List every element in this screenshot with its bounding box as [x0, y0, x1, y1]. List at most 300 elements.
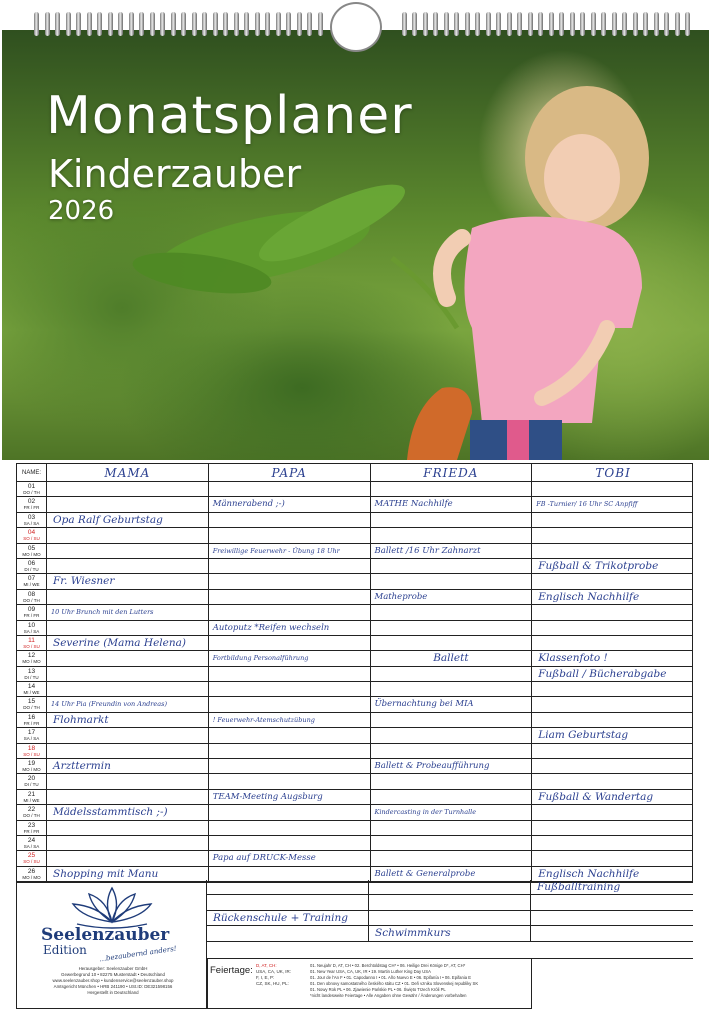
entry-frieda: Matheprobe	[371, 590, 533, 604]
binding-ring	[591, 12, 596, 36]
entry-mama: Mädelsstammtisch ;-)	[47, 805, 209, 819]
day-number: 09	[27, 606, 36, 614]
entry-mama: Arzttermin	[47, 759, 209, 773]
day-number: 14	[27, 683, 36, 691]
day-number: 05	[27, 544, 36, 552]
day-cell	[17, 528, 47, 542]
binding-ring	[76, 12, 81, 36]
day-cell	[17, 836, 47, 850]
entry-frieda	[371, 621, 533, 635]
entry-tobi: Englisch Nachhilfe	[538, 590, 640, 603]
day-of-week: MI / WE	[23, 690, 40, 696]
entry-papa	[209, 667, 371, 681]
day-of-week: SO / SU	[23, 859, 40, 865]
binding-ring	[664, 12, 669, 36]
day-cell	[17, 728, 47, 742]
day-row	[17, 544, 692, 559]
entry-papa	[209, 528, 371, 542]
binding-ring	[234, 12, 239, 36]
calendar-subtitle: Kinderzauber	[48, 152, 302, 196]
day-row	[17, 621, 692, 636]
day-row	[17, 574, 692, 589]
girl-arm-left	[442, 238, 462, 298]
entry-frieda	[371, 528, 533, 542]
day-number: 24	[27, 836, 36, 844]
binding-ring	[181, 12, 186, 36]
binding-ring	[654, 12, 659, 36]
entry-papa	[209, 482, 371, 496]
binding-ring	[318, 12, 323, 36]
planner-header-row	[17, 464, 692, 482]
day-number: 15	[27, 698, 36, 706]
day-of-week: FR / FR	[23, 505, 40, 511]
day-row	[17, 513, 692, 528]
binding-ring	[276, 12, 281, 36]
entry-frieda: Übernachtung bei MIA	[371, 697, 533, 711]
day-cell	[17, 774, 47, 788]
entry-mama	[47, 544, 209, 558]
brand-name: Seelenzauber	[41, 925, 170, 945]
entry-papa: Fortbildung Personalführung	[209, 651, 371, 665]
binding-ring	[570, 12, 575, 36]
day-cell	[17, 590, 47, 604]
entry-papa	[209, 513, 371, 527]
extra-row	[207, 895, 693, 910]
entry-mama: Opa Ralf Geburtstag	[47, 513, 209, 527]
extra-entry	[531, 911, 693, 925]
binding-ring	[139, 12, 144, 36]
calendar-year: 2026	[48, 196, 115, 226]
day-row	[17, 651, 692, 666]
binding-ring	[685, 12, 690, 36]
binding-ring	[507, 12, 512, 36]
binding-ring	[622, 12, 627, 36]
entry-mama: Fr. Wiesner	[47, 574, 209, 588]
day-cell	[17, 851, 47, 865]
binding-ring	[633, 12, 638, 36]
binding-ring	[87, 12, 92, 36]
entry-papa: Autoputz *Reifen wechseln	[209, 621, 371, 635]
entry-tobi	[532, 636, 694, 650]
entry-frieda	[371, 774, 533, 788]
day-cell	[17, 867, 47, 881]
day-number: 19	[27, 760, 36, 768]
entry-mama	[47, 682, 209, 696]
day-cell	[17, 559, 47, 573]
day-number: 03	[27, 513, 36, 521]
lotus-logo-icon	[17, 882, 208, 930]
entry-mama	[47, 528, 209, 542]
day-of-week: SA / SA	[23, 520, 40, 526]
entry-tobi	[532, 836, 694, 850]
imprint-line: Amtsgericht München • HRB 241190 • USt.ID: DE321598156	[53, 984, 173, 989]
extra-entry: Rückenschule + Training	[207, 911, 369, 925]
holiday-line: 01. New Year USA, CA, UK, IR • 19. Martin Luther King Day USA	[310, 969, 431, 974]
day-cell	[17, 497, 47, 511]
day-of-week: DI / TU	[24, 674, 39, 680]
day-cell	[17, 544, 47, 558]
column-header-tobi: TOBI	[595, 466, 631, 480]
extra-entry	[369, 895, 531, 909]
day-number: 26	[27, 867, 36, 875]
entry-tobi	[532, 821, 694, 835]
entry-tobi	[532, 482, 694, 496]
entry-frieda	[371, 836, 533, 850]
binding-ring	[402, 12, 407, 36]
entry-tobi	[532, 544, 694, 558]
day-cell	[17, 513, 47, 527]
imprint-line: Gewerbegrund 10 • 82275 Musterstadt • Deutschland	[61, 972, 165, 977]
planner-grid	[16, 463, 693, 883]
day-row	[17, 836, 692, 851]
day-row	[17, 482, 692, 497]
binding-ring	[643, 12, 648, 36]
entry-mama	[47, 836, 209, 850]
entry-frieda	[371, 574, 533, 588]
entry-papa	[209, 697, 371, 711]
entry-frieda: Ballett & Generalprobe	[371, 867, 533, 881]
entry-tobi	[532, 605, 694, 619]
binding-ring	[286, 12, 291, 36]
binding-ring	[454, 12, 459, 36]
name-label: NAME:	[17, 464, 47, 481]
entry-frieda: MATHE Nachhilfe	[371, 497, 533, 511]
binding-ring	[517, 12, 522, 36]
brand-tagline: ...bezaubernd anders!	[98, 944, 178, 964]
day-number: 17	[27, 729, 36, 737]
day-row	[17, 590, 692, 605]
binding-ring	[423, 12, 428, 36]
entry-papa	[209, 590, 371, 604]
day-of-week: FR / FR	[23, 613, 40, 619]
binding-ring	[444, 12, 449, 36]
entry-frieda	[371, 790, 533, 804]
day-number: 10	[27, 621, 36, 629]
imprint-line: Hergestellt in Deutschland	[87, 990, 139, 995]
entry-frieda	[371, 744, 533, 758]
day-of-week: MI / WE	[23, 797, 40, 803]
day-number: 02	[27, 498, 36, 506]
entry-mama	[47, 774, 209, 788]
day-number: 01	[27, 483, 36, 490]
binding-ring	[160, 12, 165, 36]
holiday-list	[310, 963, 530, 999]
day-cell	[17, 482, 47, 496]
day-number: 06	[27, 559, 36, 567]
day-row	[17, 682, 692, 697]
extra-entry	[369, 880, 531, 894]
entry-tobi	[532, 713, 694, 727]
day-number: 22	[27, 806, 36, 814]
binding-ring	[496, 12, 501, 36]
day-row	[17, 759, 692, 774]
hanging-hole	[330, 2, 382, 52]
day-number: 07	[27, 575, 36, 583]
column-header-mama: MAMA	[47, 464, 209, 481]
day-number: 12	[27, 652, 36, 660]
day-row	[17, 851, 692, 866]
day-number: 23	[27, 821, 36, 829]
day-of-week: FR / FR	[23, 828, 40, 834]
day-row	[17, 774, 692, 789]
day-cell	[17, 605, 47, 619]
entry-tobi: Fußball & Wandertag	[538, 790, 654, 803]
day-cell	[17, 636, 47, 650]
entry-mama	[47, 821, 209, 835]
binding-ring	[213, 12, 218, 36]
column-header-frieda: FRIEDA	[371, 464, 533, 481]
day-cell	[17, 682, 47, 696]
day-of-week: FR / FR	[23, 720, 40, 726]
holiday-line: *nicht landesweite Feiertage • Alle Angaben ohne Gewähr / Änderungen vorbehalten	[310, 993, 467, 998]
day-row	[17, 744, 692, 759]
entry-frieda: Kindercasting in der Turnhalle	[371, 805, 533, 819]
holiday-line: 01. Nowy Rok PL • 06. Zjawienie Pańskie PL • 06. Święto Trzech Króli PL	[310, 987, 446, 992]
day-number: 25	[27, 852, 36, 860]
binding-ring	[307, 12, 312, 36]
entry-tobi: FB -Turnier/ 16 Uhr SC Anpfiff	[536, 500, 638, 509]
day-number: 13	[27, 667, 36, 675]
entry-tobi	[532, 744, 694, 758]
day-row	[17, 821, 692, 836]
holiday-line: 01. Neujahr D, AT, CH • 02. Berchtoldstag CH* • 06. Heilige Drei Könige D*, AT, CH*	[310, 963, 466, 968]
entry-papa	[209, 836, 371, 850]
entry-tobi: Klassenfoto !	[538, 652, 608, 665]
binding-ring	[433, 12, 438, 36]
entry-tobi	[532, 574, 694, 588]
day-number: 11	[28, 636, 35, 644]
binding-ring	[45, 12, 50, 36]
extra-entry	[369, 911, 531, 925]
extra-row	[207, 880, 693, 895]
binding-ring	[192, 12, 197, 36]
day-cell	[17, 821, 47, 835]
binding-ring	[612, 12, 617, 36]
day-cell	[17, 697, 47, 711]
entry-tobi	[532, 759, 694, 773]
holiday-line: 01. Jour de l'An F • 01. Capodanno I • 01. Año Nuevo E • 06. Epifanía I • 06. Epifania E	[310, 975, 472, 980]
entry-frieda	[371, 821, 533, 835]
binding-ring	[675, 12, 680, 36]
binding-ring	[150, 12, 155, 36]
day-number: 16	[27, 713, 36, 721]
binding-ring	[129, 12, 134, 36]
extra-entry: Fußballtraining	[537, 881, 621, 893]
imprint-text	[23, 966, 203, 996]
day-row	[17, 713, 692, 728]
day-number: 04	[27, 529, 36, 537]
day-row	[17, 805, 692, 820]
binding-ring	[118, 12, 123, 36]
binding-ring	[171, 12, 176, 36]
holiday-line: 01. Den obnovy samostatného českého státu CZ • 01. Deň vzniku Slovenskej republiky SK	[310, 981, 479, 986]
entry-frieda	[371, 667, 533, 681]
entry-papa: Freiwillige Feuerwehr - Übung 18 Uhr	[209, 544, 371, 558]
entry-mama	[47, 728, 209, 742]
entry-tobi	[532, 682, 694, 696]
entry-tobi	[532, 621, 694, 635]
planner-rows	[17, 482, 692, 882]
entry-papa	[209, 774, 371, 788]
day-of-week: MI / WE	[23, 582, 40, 588]
binding-ring	[601, 12, 606, 36]
day-row	[17, 697, 692, 712]
binding-ring	[34, 12, 39, 36]
binding-ring	[108, 12, 113, 36]
entry-mama	[47, 851, 209, 865]
binding-ring	[265, 12, 270, 36]
day-of-week: MO / MO	[22, 874, 41, 880]
day-of-week: DI / TU	[24, 782, 39, 788]
entry-mama	[47, 482, 209, 496]
day-row	[17, 728, 692, 743]
entry-papa	[209, 867, 371, 881]
entry-tobi	[532, 528, 694, 542]
entry-papa	[209, 805, 371, 819]
binding-ring	[223, 12, 228, 36]
entry-frieda	[371, 851, 533, 865]
day-cell	[17, 574, 47, 588]
day-of-week: DO / TH	[23, 597, 40, 603]
entry-tobi	[532, 774, 694, 788]
binding-ring	[465, 12, 470, 36]
day-cell	[17, 759, 47, 773]
binding-ring	[297, 12, 302, 36]
binding-ring	[549, 12, 554, 36]
entry-papa	[209, 744, 371, 758]
entry-mama	[47, 621, 209, 635]
extra-row	[207, 926, 693, 941]
publisher-box	[16, 880, 207, 1009]
holidays-box	[207, 958, 532, 1009]
entry-frieda	[371, 713, 533, 727]
day-cell	[17, 713, 47, 727]
binding-ring	[538, 12, 543, 36]
entry-papa: ! Feuerwehr-Atemschutzübung	[209, 713, 371, 727]
extra-entry	[207, 926, 369, 940]
day-of-week: DO / TH	[23, 705, 40, 711]
entry-tobi: Liam Geburtstag	[538, 729, 629, 742]
entry-papa	[209, 759, 371, 773]
day-row	[17, 497, 692, 512]
entry-tobi	[532, 851, 694, 865]
entry-frieda	[371, 482, 533, 496]
holiday-country-group: D, AT, CH:	[256, 963, 277, 968]
entry-tobi	[532, 697, 694, 711]
extra-entry	[207, 895, 369, 909]
day-of-week: MO / MO	[22, 767, 41, 773]
imprint-line: Herausgeber: Seelenzauber GmbH	[78, 966, 148, 971]
entry-papa	[209, 559, 371, 573]
extra-row	[207, 911, 693, 926]
girl-face	[544, 134, 620, 222]
day-of-week: SO / SU	[23, 536, 40, 542]
day-row	[17, 528, 692, 543]
day-of-week: MO / MO	[22, 659, 41, 665]
holiday-country-group: USA, CA, UK, IR:	[256, 969, 292, 974]
carrot	[407, 387, 472, 460]
entry-mama: 10 Uhr Brunch mit den Lutters	[47, 605, 209, 619]
binding-ring	[528, 12, 533, 36]
day-of-week: DI / TU	[24, 566, 39, 572]
column-header-papa: PAPA	[209, 464, 371, 481]
day-number: 21	[27, 790, 36, 798]
entry-frieda: Ballett & Probeaufführung	[371, 759, 533, 773]
brand-edition: Edition	[43, 943, 87, 957]
holiday-countries	[256, 963, 291, 987]
entry-tobi: Englisch Nachhilfe	[538, 867, 640, 880]
binding-ring	[412, 12, 417, 36]
binding-ring	[202, 12, 207, 36]
day-row	[17, 790, 692, 805]
day-of-week: SA / SA	[23, 736, 40, 742]
entry-papa: Männerabend ;-)	[209, 497, 371, 511]
day-cell	[17, 651, 47, 665]
entry-mama	[47, 667, 209, 681]
entry-mama	[47, 790, 209, 804]
extra-entry	[531, 895, 693, 909]
entry-frieda: Ballett /16 Uhr Zahnarzt	[371, 544, 533, 558]
binding-ring	[486, 12, 491, 36]
day-number: 18	[27, 744, 36, 752]
entry-papa	[209, 636, 371, 650]
day-cell	[17, 805, 47, 819]
entry-mama: 14 Uhr Pia (Freundin von Andreas)	[47, 697, 209, 711]
extra-lines	[207, 880, 693, 942]
entry-tobi: Fußball & Trikotprobe	[538, 559, 659, 572]
binding-ring	[580, 12, 585, 36]
entry-frieda	[371, 513, 533, 527]
day-of-week: SA / SA	[23, 628, 40, 634]
entry-frieda: Ballett	[371, 651, 533, 665]
day-of-week: SA / SA	[23, 843, 40, 849]
entry-papa	[209, 605, 371, 619]
entry-frieda	[371, 682, 533, 696]
entry-papa: TEAM-Meeting Augsburg	[209, 790, 371, 804]
day-of-week: DO / TH	[23, 490, 40, 495]
blank-area	[532, 958, 693, 1009]
entry-frieda	[371, 636, 533, 650]
entry-tobi	[532, 805, 694, 819]
binding-ring	[559, 12, 564, 36]
entry-tobi	[532, 513, 694, 527]
entry-mama	[47, 651, 209, 665]
day-row	[17, 667, 692, 682]
day-of-week: MO / MO	[22, 551, 41, 557]
entry-mama	[47, 744, 209, 758]
extra-entry	[207, 880, 369, 894]
holidays-label: Feiertage:	[210, 965, 253, 976]
binding-ring	[255, 12, 260, 36]
day-cell	[17, 790, 47, 804]
day-number: 20	[27, 775, 36, 783]
binding-ring	[55, 12, 60, 36]
entry-papa	[209, 682, 371, 696]
entry-mama	[47, 559, 209, 573]
binding-ring	[475, 12, 480, 36]
entry-mama	[47, 497, 209, 511]
imprint-line: www.seelenzauber.shop • kundenservice@seelenzauber.shop	[52, 978, 174, 983]
entry-mama: Shopping mit Manu	[47, 867, 209, 881]
day-row	[17, 559, 692, 574]
day-of-week: DO / TH	[23, 813, 40, 819]
entry-mama	[47, 590, 209, 604]
entry-tobi: Fußball / Bücherabgabe	[538, 667, 667, 680]
day-row	[17, 605, 692, 620]
extra-entry	[531, 926, 693, 940]
entry-papa: Papa auf DRUCK-Messe	[209, 851, 371, 865]
entry-frieda	[371, 728, 533, 742]
